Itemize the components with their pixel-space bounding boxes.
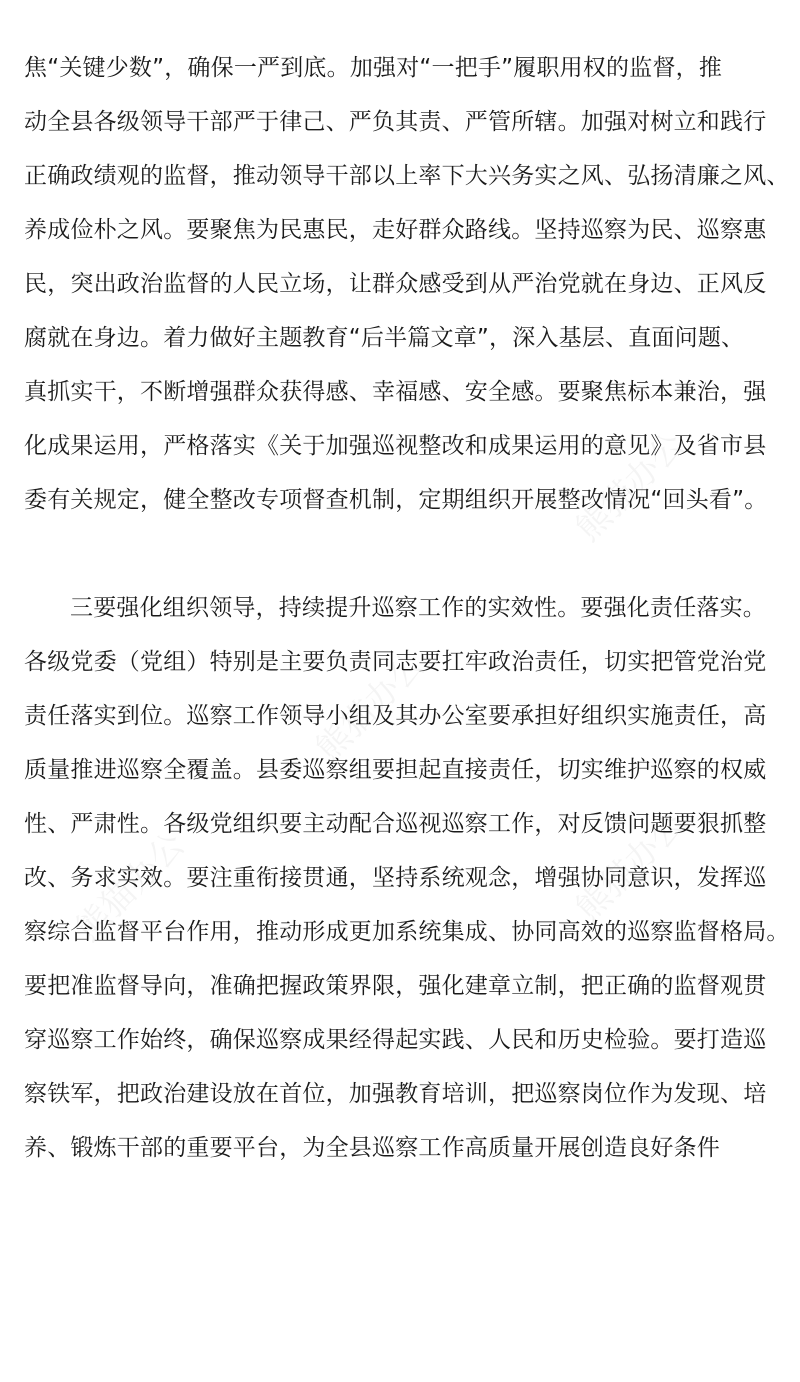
paragraph-1-line: 真抓实干，不断增强群众获得感、幸福感、安全感。要聚焦标本兼治，强 (24, 379, 767, 405)
paragraph-1-line: 动全县各级领导干部严于律己、严负其责、严管所辖。加强对树立和践行 (24, 109, 767, 135)
paragraph-1-line: 民，突出政治监督的人民立场，让群众感受到从严治党就在身边、正风反 (24, 271, 767, 297)
paragraph-2-line: 穿巡察工作始终，确保巡察成果经得起实践、人民和历史检验。要打造巡 (24, 1027, 767, 1053)
paragraph-2-line: 性、严肃性。各级党组织要主动配合巡视巡察工作，对反馈问题要狠抓整 (24, 811, 767, 837)
paragraph-2-line: 察铁军，把政治建设放在首位，加强教育培训，把巡察岗位作为发现、培 (24, 1081, 767, 1107)
paragraph-1-line: 化成果运用，严格落实《关于加强巡视整改和成果运用的意见》及省市县 (24, 433, 767, 459)
paragraph-2-line: 各级党委（党组）特别是主要负责同志要扛牢政治责任，切实把管党治党 (24, 649, 767, 675)
paragraph-1-line: 养成俭朴之风。要聚焦为民惠民，走好群众路线。坚持巡察为民、巡察惠 (24, 217, 767, 243)
paragraph-2-line: 责任落实到位。巡察工作领导小组及其办公室要承担好组织实施责任，高 (24, 703, 767, 729)
paragraph-2-line: 察综合监督平台作用，推动形成更加系统集成、协同高效的巡察监督格局。 (24, 919, 790, 945)
paragraph-2-line: 养、锻炼干部的重要平台，为全县巡察工作高质量开展创造良好条件 (24, 1135, 720, 1161)
paragraph-1-line: 正确政绩观的监督，推动领导干部以上率下大兴务实之风、弘扬清廉之风、 (24, 163, 790, 189)
paragraph-1-line: 焦“关键少数”，确保一严到底。加强对“一把手”履职用权的监督，推 (24, 55, 723, 81)
paragraph-1-line: 委有关规定，健全整改专项督查机制，定期组织开展整改情况“回头看”。 (24, 487, 768, 513)
paragraph-2-first-line: 三要强化组织领导，持续提升巡察工作的实效性。要强化责任落实。 (70, 595, 766, 621)
paragraph-2-line: 质量推进巡察全覆盖。县委巡察组要担起直接责任，切实维护巡察的权威 (24, 757, 767, 783)
paragraph-2-line: 改、务求实效。要注重衔接贯通，坚持系统观念，增强协同意识，发挥巡 (24, 865, 767, 891)
paragraph-1-line: 腐就在身边。着力做好主题教育“后半篇文章”，深入基层、直面问题、 (24, 325, 745, 351)
paragraph-2-line: 要把准监督导向，准确把握政策界限，强化建章立制，把正确的监督观贯 (24, 973, 767, 999)
